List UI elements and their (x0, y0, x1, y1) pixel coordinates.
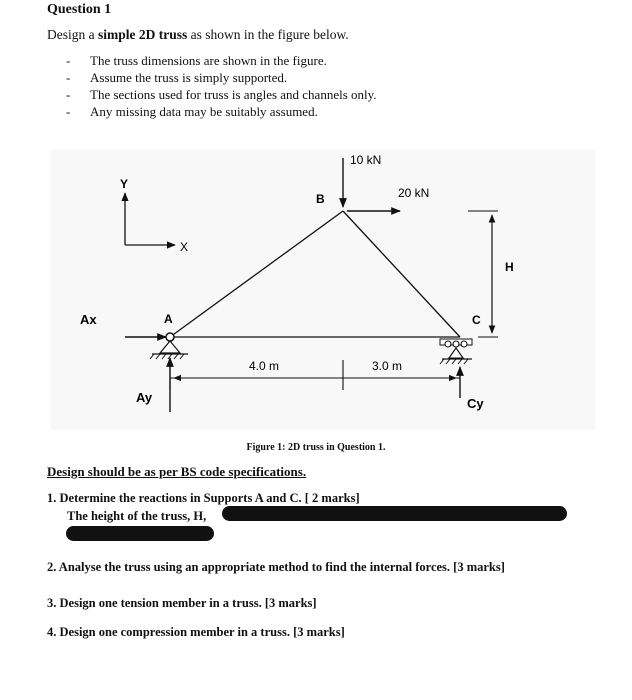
question-title: Question 1 (47, 2, 112, 17)
dim-left-label: 4.0 m (249, 359, 280, 373)
cy-label: Cy (467, 396, 484, 411)
redaction-mark (66, 526, 214, 541)
bullet-list (66, 52, 377, 120)
dim-h-label: H (505, 260, 514, 274)
intro-bold: simple 2D truss (98, 27, 188, 42)
ay-label: Ay (136, 390, 153, 405)
bullet-item: - The sections used for truss is angles and channels only. (66, 86, 377, 103)
dim-right-label: 3.0 m (372, 359, 403, 373)
load-10kn-label: 10 kN (350, 153, 382, 167)
truss-figure (40, 130, 600, 440)
bullet-item: - Assume the truss is simply supported. (66, 69, 377, 86)
pin-support-a (166, 333, 174, 341)
load-20kn-label: 20 kN (398, 186, 430, 200)
ax-label: Ax (80, 312, 97, 327)
intro-suffix: as shown in the figure below. (187, 27, 349, 42)
task-3: 3. Design one tension member in a truss. [3 marks] (47, 596, 317, 610)
axis-y-label: Y (120, 177, 129, 191)
design-heading: Design should be as per BS code specifications. (47, 464, 307, 479)
bullet-item: - Any missing data may be suitably assumed. (66, 103, 377, 120)
roller-wheel (461, 341, 467, 347)
figure-caption: Figure 1: 2D truss in Question 1. (246, 442, 386, 453)
redaction-mark (222, 506, 567, 521)
task-1-line-1: 1. Determine the reactions in Supports A and C. [ 2 marks] (47, 491, 360, 505)
bullet-item: - The truss dimensions are shown in the figure. (66, 52, 377, 69)
intro-prefix: Design a (47, 27, 98, 42)
node-b-label: B (316, 192, 325, 206)
task-1-line-2: The height of the truss, H, (67, 509, 207, 523)
node-c-label: C (472, 313, 481, 327)
node-a-label: A (164, 312, 173, 326)
roller-wheel (453, 341, 459, 347)
task-2: 2. Analyse the truss using an appropriate method to find the internal forces. [3 marks] (47, 560, 505, 574)
task-4: 4. Design one compression member in a truss. [3 marks] (47, 625, 345, 639)
axis-x-label: X (180, 240, 189, 254)
question-intro (47, 27, 349, 43)
roller-wheel (445, 341, 451, 347)
